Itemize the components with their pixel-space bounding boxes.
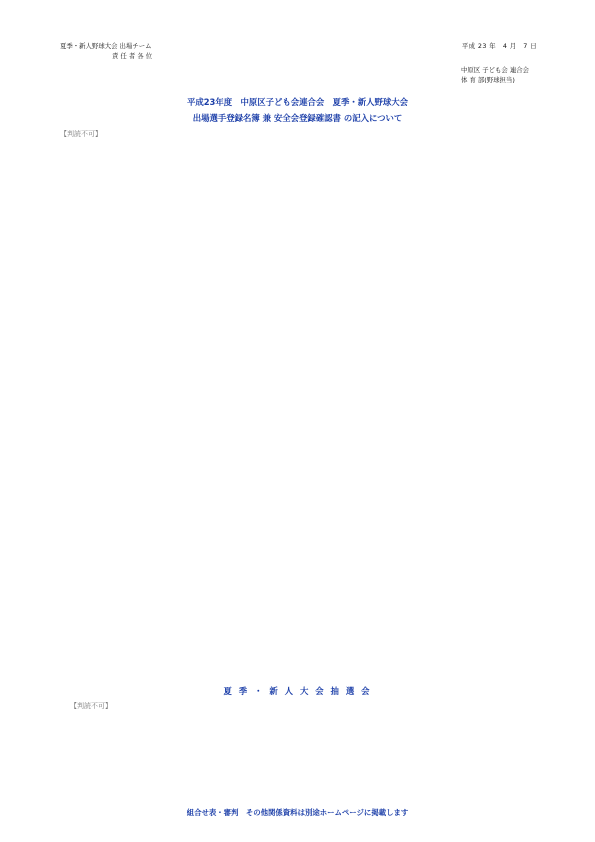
draw-event-details: 【判読不可】 xyxy=(70,702,112,710)
footer-note: 組合せ表・審判 その他関係資料は別途ホームページに掲載します xyxy=(186,808,409,817)
sender-organization: 中原区 子ども会 連合会 xyxy=(461,66,529,74)
recipient-line: 夏季・新人野球大会 出場チーム xyxy=(60,42,152,50)
document-date: 平成 23 年 4 月 7 日 xyxy=(461,42,537,50)
body-text: 【判読不可】 xyxy=(60,130,102,138)
recipient-block xyxy=(60,42,152,61)
draw-event-title: 夏 季 ・ 新 人 大 会 抽 選 会 xyxy=(223,686,372,696)
document-title xyxy=(0,95,595,127)
recipient-title: 責 任 者 各 位 xyxy=(112,51,153,60)
title-line-1: 平成23年度 中原区子ども会連合会 夏季・新人野球大会 xyxy=(186,97,409,107)
title-line-2: 出場選手登録名簿 兼 安全会登録確認書 の記入について xyxy=(192,112,403,123)
sender-department: 体 育 部(野球担当) xyxy=(461,75,515,84)
sender-block xyxy=(461,66,529,86)
